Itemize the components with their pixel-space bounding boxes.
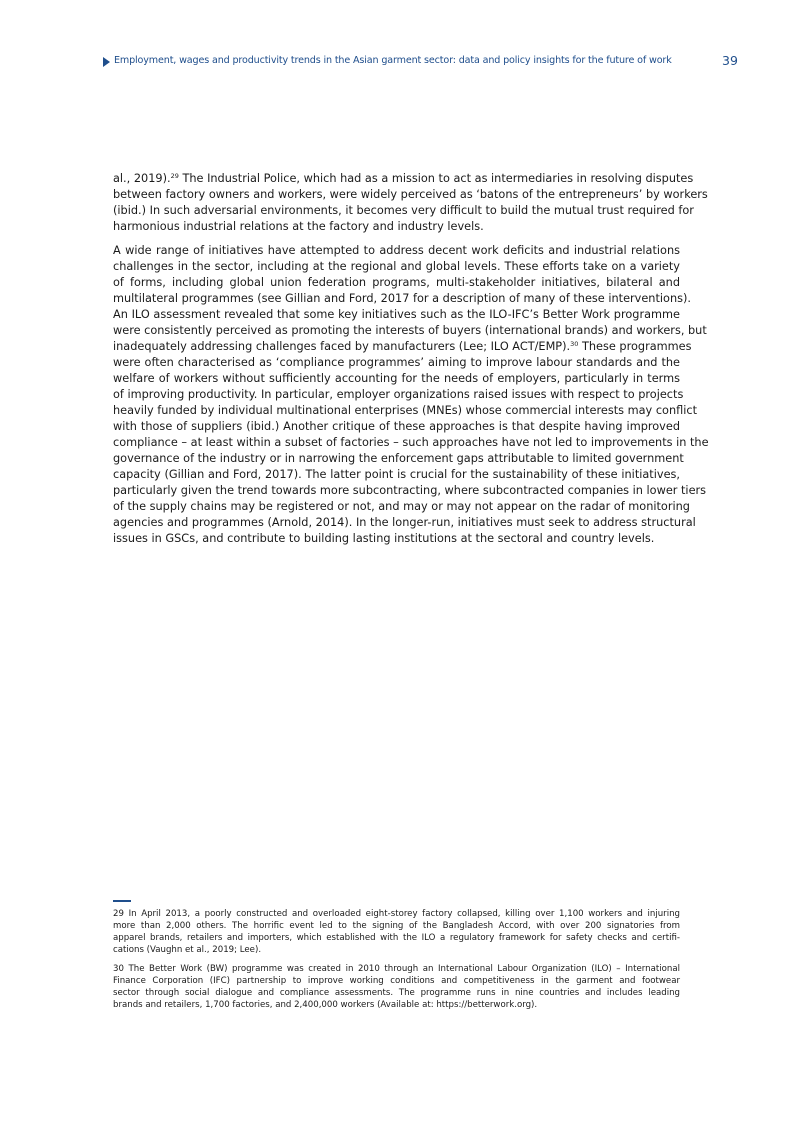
text-segment: were often characterised as ‘compliance programmes’ aiming to improve labour standards and the (113, 356, 680, 369)
footnote-reference[interactable]: 29 (170, 172, 179, 180)
triangle-bullet-icon (103, 57, 110, 67)
text-line (113, 932, 680, 944)
text-segment: apparel brands, retailers and importers, which established with the ILO a regulatory framework for safety checks and certifi- (113, 933, 680, 943)
footnote-divider (113, 900, 131, 902)
text-segment: cations (Vaughn et al., 2019; Lee). (113, 945, 262, 955)
text-line (113, 275, 680, 291)
paragraph (113, 171, 708, 235)
text-line (113, 371, 680, 387)
text-line (113, 355, 680, 371)
text-segment: governance of the industry or in narrowing the enforcement gaps attributable to limited government (113, 452, 684, 465)
text-line (113, 187, 708, 203)
text-segment: between factory owners and workers, were widely perceived as ‘batons of the entrepreneurs’ by workers (113, 188, 708, 201)
footnote (113, 908, 680, 956)
footnote (113, 963, 680, 1011)
text-line (113, 339, 692, 355)
text-segment: These programmes (578, 340, 692, 353)
text-segment: more than 2,000 others. The horrific event led to the signing of the Bangladesh Accord, with over 200 signatories from (113, 921, 680, 931)
text-line (113, 483, 707, 499)
text-line (113, 908, 680, 920)
text-line (113, 203, 694, 219)
text-segment: challenges in the sector, including at the regional and global levels. These efforts take on a variety (113, 260, 680, 273)
text-line (113, 323, 707, 339)
text-segment: The Industrial Police, which had as a mission to act as intermediaries in resolving disputes (178, 172, 694, 185)
footnote-reference[interactable]: 30 (570, 340, 579, 348)
text-line (113, 451, 684, 467)
text-line (113, 403, 698, 419)
text-segment: Finance Corporation (IFC) partnership to improve working conditions and competitiveness in the garment and footwear (113, 976, 680, 986)
text-segment: harmonious industrial relations at the factory and industry levels. (113, 220, 484, 233)
paragraph (113, 243, 709, 547)
text-segment: An ILO assessment revealed that some key initiatives such as the ILO-IFC’s Better Work programme (113, 308, 680, 321)
text-segment: al., 2019). (113, 172, 171, 185)
text-line (113, 987, 680, 999)
text-line (113, 435, 709, 451)
text-segment: capacity (Gillian and Ford, 2017). The latter point is crucial for the sustainability of these initiatives, (113, 468, 680, 481)
text-segment: multilateral programmes (see Gillian and Ford, 2017 for a description of many of these interventions). (113, 292, 691, 305)
text-line (113, 944, 680, 956)
text-segment: A wide range of initiatives have attempted to address decent work deficits and industrial relations (113, 244, 680, 257)
text-line (113, 999, 680, 1011)
text-line (113, 499, 690, 515)
text-segment: 30 The Better Work (BW) programme was created in 2010 through an International Labour Organization (ILO) – International (113, 964, 680, 974)
running-header (103, 55, 743, 71)
text-segment: compliance – at least within a subset of factories – such approaches have not led to improvements in the (113, 436, 709, 449)
text-segment: issues in GSCs, and contribute to building lasting institutions at the sectoral and country levels. (113, 532, 655, 545)
text-line (113, 531, 680, 547)
text-segment: sector through social dialogue and compliance assessments. The programme runs in nine countries and includes leading (113, 988, 680, 998)
text-line (113, 419, 680, 435)
text-segment: welfare of workers without sufficiently accounting for the needs of employers, particularly in terms (113, 372, 680, 385)
text-segment: of improving productivity. In particular, employer organizations raised issues with respect to projects (113, 388, 684, 401)
text-line (113, 259, 680, 275)
text-line (113, 515, 696, 531)
text-segment: (ibid.) In such adversarial environments, it becomes very difficult to build the mutual trust required for (113, 204, 694, 217)
text-line (113, 219, 680, 235)
text-line (113, 963, 680, 975)
footnotes (113, 908, 680, 1018)
text-line (113, 291, 691, 307)
text-segment: of forms, including global union federation programs, multi-stakeholder initiatives, bilateral and (113, 276, 680, 289)
text-line (113, 387, 684, 403)
text-segment: heavily funded by individual multinational enterprises (MNEs) whose commercial interests may conflict (113, 404, 698, 417)
text-segment: inadequately addressing challenges faced by manufacturers (Lee; ILO ACT/EMP). (113, 340, 571, 353)
text-line (113, 171, 694, 187)
body-text (113, 171, 709, 555)
page-number: 39 (722, 53, 738, 68)
text-line (113, 920, 680, 932)
header-title: Employment, wages and productivity trends in the Asian garment sector: data and policy insights for the future of work (114, 55, 672, 66)
text-segment: brands and retailers, 1,700 factories, and 2,400,000 workers (Available at: https://betterwork.org). (113, 1000, 538, 1010)
text-segment: particularly given the trend towards more subcontracting, where subcontracted companies in lower tiers (113, 484, 707, 497)
text-line (113, 243, 680, 259)
text-segment: agencies and programmes (Arnold, 2014). In the longer-run, initiatives must seek to address structural (113, 516, 696, 529)
text-line (113, 975, 680, 987)
text-segment: were consistently perceived as promoting the interests of buyers (international brands) and workers, but (113, 324, 707, 337)
text-segment: of the supply chains may be registered or not, and may or may not appear on the radar of monitoring (113, 500, 690, 513)
text-line (113, 307, 680, 323)
text-segment: with those of suppliers (ibid.) Another critique of these approaches is that despite having improved (113, 420, 680, 433)
text-segment: 29 In April 2013, a poorly constructed and overloaded eight-storey factory collapsed, killing over 1,100 workers and injuring (113, 909, 680, 919)
text-line (113, 467, 680, 483)
